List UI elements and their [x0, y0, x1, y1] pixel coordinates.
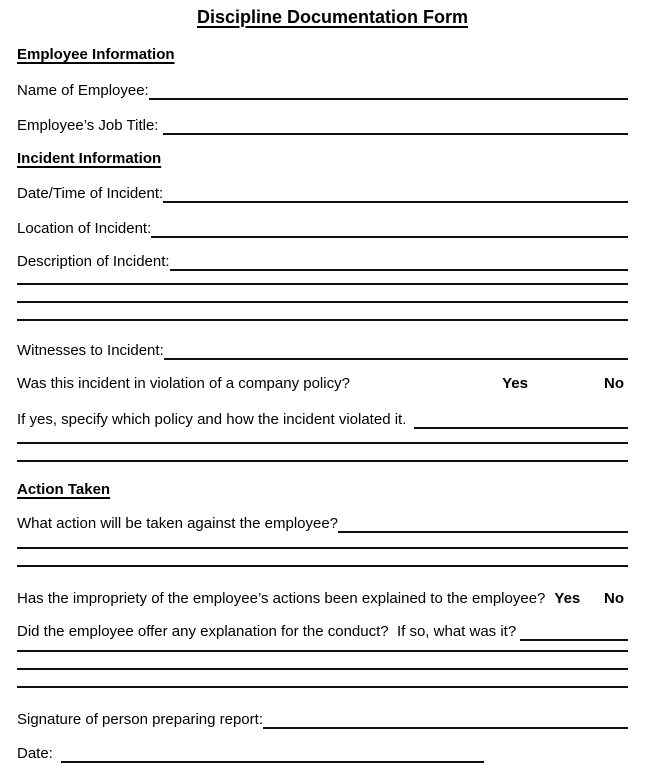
policy-specify-line-2[interactable] [17, 429, 628, 444]
policy-violation-question-label: Was this incident in violation of a company policy? [17, 375, 350, 392]
action-question-line-2[interactable] [17, 533, 628, 549]
field-explanation-question [17, 622, 628, 641]
policy-specify-input-line[interactable] [414, 410, 628, 429]
policy-violation-no-option[interactable]: No [604, 375, 624, 392]
date-input-line[interactable] [61, 744, 484, 763]
field-policy-violation-question [17, 374, 628, 393]
witnesses-input-line[interactable] [164, 341, 628, 360]
impropriety-question-label: Has the impropriety of the employee’s actions been explained to the employee? [17, 590, 546, 607]
policy-specify-label: If yes, specify which policy and how the incident violated it. [17, 411, 407, 428]
witnesses-label: Witnesses to Incident: [17, 342, 164, 359]
field-job-title [17, 116, 628, 135]
impropriety-no-option[interactable]: No [604, 590, 624, 607]
incident-description-input-line[interactable] [170, 252, 628, 271]
field-date [17, 744, 628, 763]
field-action-question [17, 514, 628, 533]
field-incident-location [17, 219, 628, 238]
action-question-label: What action will be taken against the employee? [17, 515, 339, 532]
policy-specify-line-3[interactable] [17, 444, 628, 462]
incident-description-label: Description of Incident: [17, 253, 170, 270]
incident-description-line-2[interactable] [17, 271, 628, 285]
job-title-label: Employee’s Job Title: [17, 117, 163, 134]
field-signature [17, 710, 628, 729]
section-heading-employee-information: Employee Information [17, 46, 175, 63]
incident-description-line-3[interactable] [17, 285, 628, 303]
employee-name-input-line[interactable] [149, 81, 628, 100]
field-policy-specify [17, 410, 628, 429]
incident-datetime-input-line[interactable] [163, 184, 628, 203]
incident-location-label: Location of Incident: [17, 220, 152, 237]
section-heading-action-taken: Action Taken [17, 481, 111, 498]
field-impropriety-question [17, 589, 628, 608]
action-question-input-line[interactable] [338, 514, 628, 533]
field-incident-description [17, 252, 628, 271]
field-employee-name [17, 81, 628, 100]
explanation-question-input-line[interactable] [520, 622, 628, 641]
policy-violation-yes-option[interactable]: Yes [502, 375, 528, 392]
employee-name-label: Name of Employee: [17, 82, 149, 99]
field-incident-datetime [17, 184, 628, 203]
date-label: Date: [17, 745, 62, 762]
field-witnesses [17, 341, 628, 360]
impropriety-yes-option[interactable]: Yes [554, 590, 581, 607]
signature-label: Signature of person preparing report: [17, 711, 263, 728]
incident-description-line-4[interactable] [17, 303, 628, 321]
explanation-line-2[interactable] [17, 641, 628, 652]
explanation-question-label: Did the employee offer any explanation for the conduct? If so, what was it? [17, 623, 521, 640]
signature-input-line[interactable] [263, 710, 628, 729]
explanation-line-3[interactable] [17, 652, 628, 670]
form-title: Discipline Documentation Form [196, 7, 469, 27]
job-title-input-line[interactable] [163, 116, 628, 135]
incident-datetime-label: Date/Time of Incident: [17, 185, 164, 202]
action-question-line-3[interactable] [17, 549, 628, 567]
section-heading-incident-information: Incident Information [17, 150, 162, 167]
explanation-line-4[interactable] [17, 670, 628, 688]
incident-location-input-line[interactable] [151, 219, 628, 238]
